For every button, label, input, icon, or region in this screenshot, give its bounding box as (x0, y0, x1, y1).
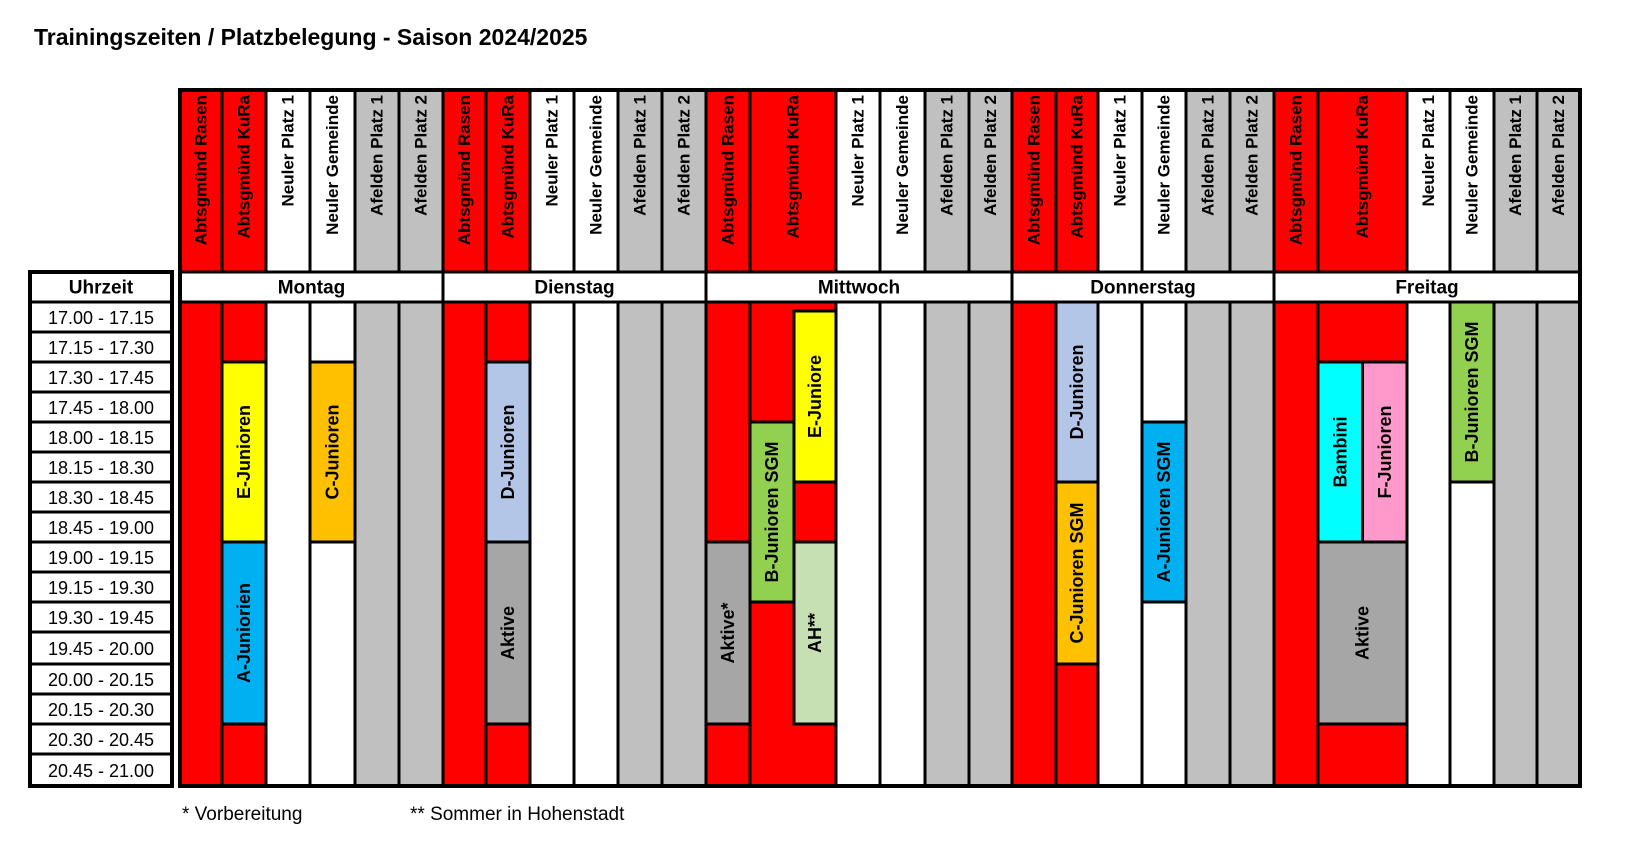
time-row-label: 17.30 - 17.45 (47, 368, 155, 388)
field-column (355, 302, 399, 786)
training-block-label: Aktive* (718, 602, 738, 664)
footnote-summer: ** Sommer in Hohenstadt (410, 804, 625, 825)
day-header-label: Dienstag (534, 277, 615, 299)
field-header-label: Neuler Platz 1 (278, 95, 298, 207)
field-header-label: Abtsgmünd Rasen (455, 95, 474, 246)
field-column (443, 302, 486, 786)
page-title: Trainingszeiten / Platzbelegung - Saison 2024/2025 (34, 24, 588, 50)
training-block-label: D-Junioren (498, 404, 518, 500)
field-header-label: Abtsgmünd KuRa (498, 95, 518, 239)
time-row-label: 19.45 - 20.00 (47, 639, 155, 659)
field-header-label: Abtsgmünd Rasen (1024, 95, 1044, 246)
field-header-label: Neuler Platz 1 (542, 95, 562, 207)
training-block-label: B-Junioren SGM (1462, 321, 1482, 463)
training-block-label: C-Junioren (322, 404, 343, 500)
field-column (530, 302, 574, 786)
field-header-label: Afelden Platz 2 (674, 95, 694, 216)
field-header-label: Neuler Platz 1 (1110, 95, 1130, 207)
time-row-label: 18.15 - 18.30 (47, 458, 155, 478)
training-block-label: E-Junioren (234, 404, 254, 500)
field-header-label: Abtsgmünd KuRa (1353, 95, 1372, 239)
field-header-label: Abtsgmünd Rasen (718, 95, 738, 246)
training-block-label: D-Junioren (1067, 344, 1087, 440)
field-column (1012, 302, 1056, 786)
training-block-label: Aktive (1352, 605, 1373, 661)
field-column (1407, 302, 1450, 786)
field-column (662, 302, 706, 786)
field-column (1186, 302, 1230, 786)
field-header-label: Afelden Platz 2 (981, 95, 1000, 216)
field-column (399, 302, 443, 786)
training-block-label: A-Junioren SGM (1154, 441, 1174, 583)
field-header-label: Afelden Platz 2 (411, 95, 431, 216)
field-header-label: Afelden Platz 1 (937, 95, 957, 216)
field-header-label: Abtsgmünd KuRa (783, 95, 803, 239)
time-row-label: 19.15 - 19.30 (47, 578, 155, 598)
day-header-label: Freitag (1395, 277, 1459, 299)
training-block-label: E-Juniore (805, 354, 825, 439)
field-column (1494, 302, 1537, 786)
field-column (1230, 302, 1274, 786)
field-header-label: Abtsgmünd Rasen (1286, 95, 1306, 246)
day-header-label: Donnerstag (1090, 277, 1196, 299)
field-column (880, 302, 925, 786)
field-column (969, 302, 1012, 786)
field-header-label: Neuler Gemeinde (1462, 95, 1482, 235)
training-block-label: C-Junioren SGM (1067, 502, 1087, 644)
time-row-label: 18.45 - 19.00 (47, 518, 155, 538)
field-header-label: Abtsgmünd KuRa (234, 95, 254, 239)
time-row-label: 18.30 - 18.45 (47, 488, 155, 508)
field-header-label: Afelden Platz 1 (1198, 95, 1218, 216)
time-row-label: 18.00 - 18.15 (47, 428, 155, 448)
time-row-label: 19.30 - 19.45 (47, 608, 155, 628)
field-column (1537, 302, 1580, 786)
training-block-label: B-Junioren SGM (762, 441, 782, 583)
field-column (1098, 302, 1142, 786)
field-column (836, 302, 880, 786)
time-row-label: 17.15 - 17.30 (47, 338, 155, 358)
training-block-label: F-Junioren (1374, 405, 1395, 499)
training-block-label: Bambini (1330, 416, 1351, 488)
day-header-label: Mittwoch (817, 277, 901, 299)
field-column (1274, 302, 1318, 786)
time-row-label: 20.45 - 21.00 (47, 761, 155, 781)
field-header-label: Afelden Platz 1 (1506, 95, 1525, 216)
time-row-label: 20.00 - 20.15 (47, 670, 155, 690)
day-header-label: Montag (277, 277, 346, 299)
field-header-label: Neuler Gemeinde (586, 95, 606, 235)
time-row-label: 20.30 - 20.45 (47, 730, 155, 750)
field-header-label: Neuler Platz 1 (848, 95, 868, 207)
field-column (618, 302, 662, 786)
field-header-label: Neuler Gemeinde (893, 95, 912, 235)
field-header-label: Neuler Gemeinde (323, 95, 342, 235)
field-header-label: Afelden Platz 1 (367, 95, 387, 216)
training-block-label: AH** (805, 612, 825, 654)
field-header-label: Abtsgmünd Rasen (191, 95, 211, 246)
training-block-label: Aktive (498, 605, 518, 661)
training-block-label: A-Juniorien (234, 582, 254, 684)
footnote-preparation: * Vorbereitung (182, 804, 303, 825)
field-header-label: Afelden Platz 1 (630, 95, 650, 216)
field-header-label: Afelden Platz 2 (1242, 95, 1262, 216)
field-column (925, 302, 969, 786)
field-header-label: Neuler Platz 1 (1419, 95, 1438, 207)
time-row-label: 17.00 - 17.15 (47, 308, 155, 328)
field-header-label: Abtsgmünd KuRa (1067, 95, 1087, 239)
field-column (574, 302, 618, 786)
time-row-label: 19.00 - 19.15 (47, 548, 155, 568)
field-header-label: Afelden Platz 2 (1549, 95, 1568, 216)
time-row-label: 20.15 - 20.30 (47, 700, 155, 720)
field-column (180, 302, 222, 786)
time-header-label: Uhrzeit (68, 277, 134, 299)
time-row-label: 17.45 - 18.00 (47, 398, 155, 418)
field-column (266, 302, 310, 786)
field-header-label: Neuler Gemeinde (1154, 95, 1174, 235)
